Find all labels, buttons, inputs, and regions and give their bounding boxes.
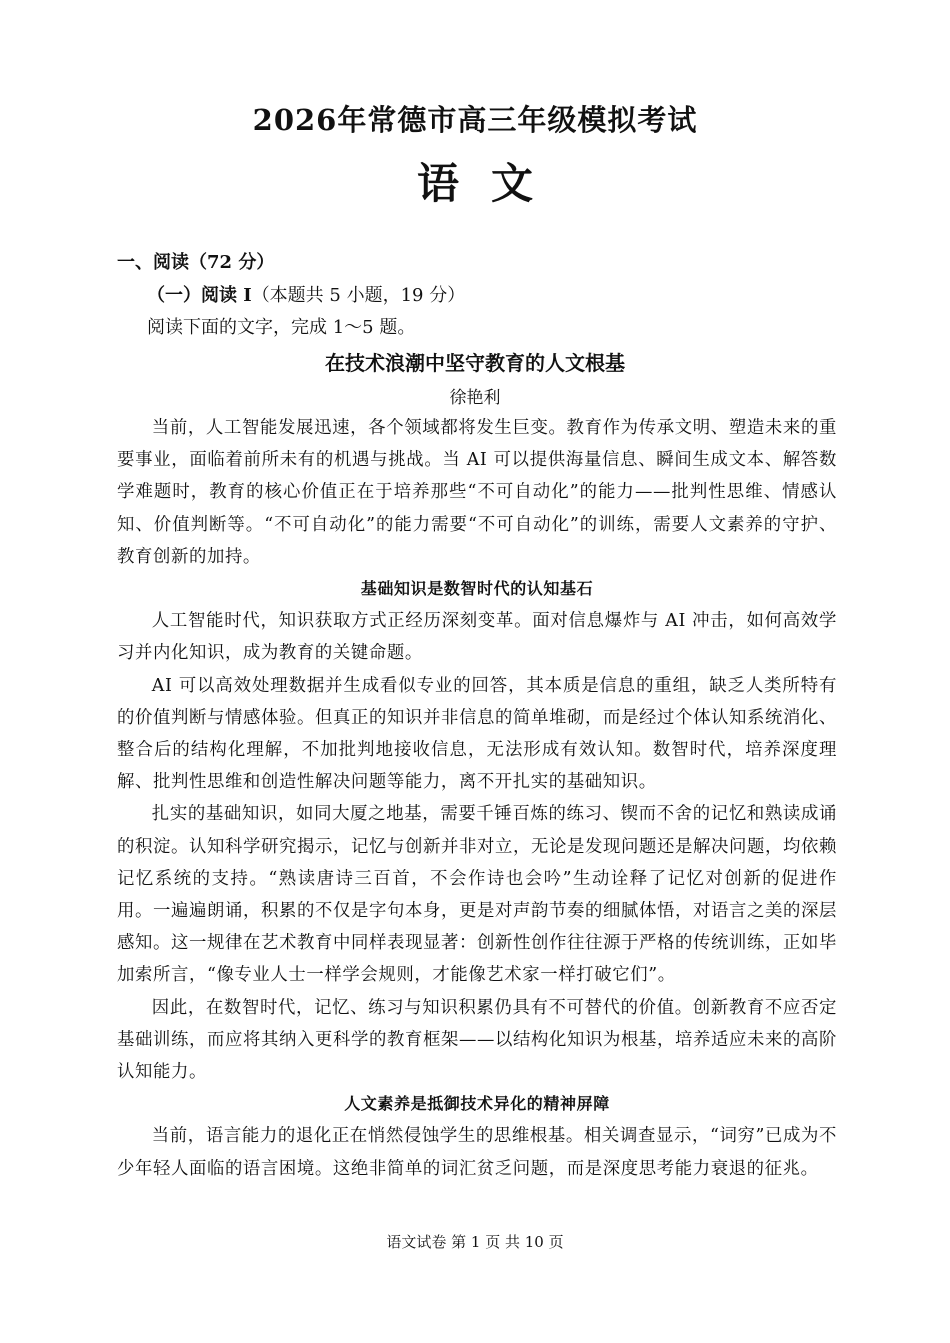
article-body [117,412,837,1185]
article-paragraph: 扎实的基础知识，如同大厦之地基，需要千锤百炼的练习、锲而不舍的记忆和熟读成诵的积淀。认知科学研究揭示，记忆与创新并非对立，无论是发现问题还是解决问题，均依赖记忆系统的支持。“熟读唐诗三百首，不会作诗也会吟”生动诠释了记忆对创新的促进作用。一遍遍朗诵，积累的不仅是字句本身，更是对声韵节奏的细腻体悟，对语言之美的深层感知。这一规律在艺术教育中同样表现显著：创新性创作往往源于严格的传统训练，正如毕加索所言，“像专业人士一样学会规则，才能像艺术家一样打破它们”。 [117,804,837,986]
article-paragraph: 人工智能时代，知识获取方式正经历深刻变革。面对信息爆炸与 AI 冲击，如何高效学习并内化知识，成为教育的关键命题。 [117,611,837,664]
sub-heading-detail: （本题共 5 小题，19 分） [251,285,466,306]
section-heading: 一、阅读（72 分） [117,252,275,273]
subject-title: 语文 [416,159,565,208]
article-title: 在技术浪潮中坚守教育的人文根基 [325,351,625,375]
sub-heading [147,283,465,309]
article-paragraph: AI 可以高效处理数据并生成看似专业的回答，其本质是信息的重组，缺乏人类所特有的价值判断与情感体验。但真正的知识并非信息的简单堆砌，而是经过个体认知系统消化、整合后的结构化理解，不加批判地接收信息，无法形成有效认知。数智时代，培养深度理解、批判性思维和创造性解决问题等能力，离不开扎实的基础知识。 [117,675,837,793]
article-paragraph: 当前，人工智能发展迅速，各个领域都将发生巨变。教育作为传承文明、塑造未来的重要事业，面临着前所未有的机遇与挑战。当 AI 可以提供海量信息、瞬间生成文本、解答数学难题时，教育的核心价值正在于培养那些“不可自动化”的能力——批判性思维、情感认知、价值判断等。“不可自动化”的能力需要“不可自动化”的训练，需要人文素养的守护、教育创新的加持。 [117,418,837,567]
article-subheading: 基础知识是数智时代的认知基石 [360,579,594,599]
article-paragraph: 当前，语言能力的退化正在悄然侵蚀学生的思维根基。相关调查显示，“词穷”已成为不少年轻人面临的语言困境。这绝非简单的词汇贫乏问题，而是深度思考能力衰退的征兆。 [117,1126,837,1179]
reading-instruction: 阅读下面的文字，完成 1～5 题。 [147,317,416,338]
article-paragraph: 因此，在数智时代，记忆、练习与知识积累仍具有不可替代的价值。创新教育不应否定基础训练，而应将其纳入更科学的教育框架——以结构化知识为根基，培养适应未来的高阶认知能力。 [117,997,837,1083]
article-author: 徐艳利 [449,388,501,408]
page-footer: 语文试卷 第 1 页 共 10 页 [386,1233,564,1251]
exam-title: 2026年常德市高三年级模拟考试 [252,103,698,137]
sub-heading-label: （一）阅读 I [147,285,252,306]
article-subheading: 人文素养是抵御技术异化的精神屏障 [344,1094,610,1114]
